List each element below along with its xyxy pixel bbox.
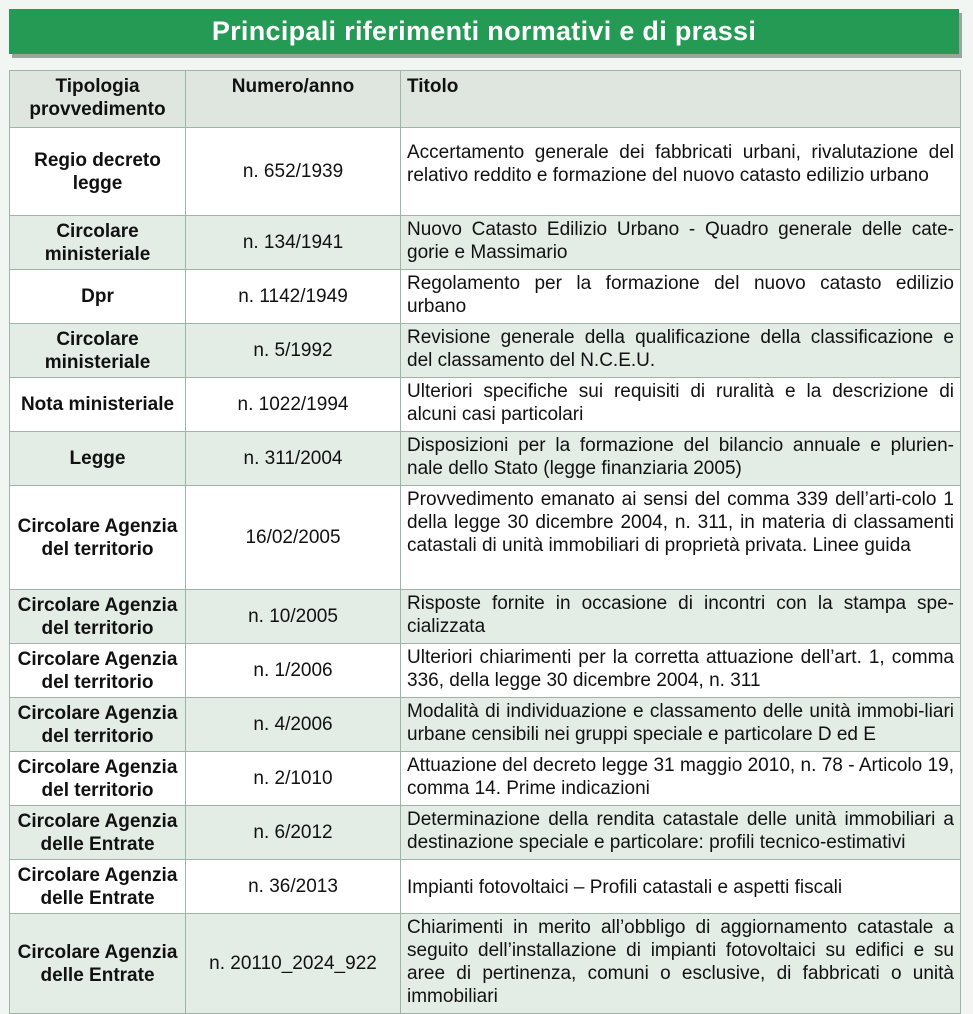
column-header-titolo: Titolo <box>401 71 961 128</box>
cell-titolo: Attuazione del decreto legge 31 maggio 2010, n. 78 - Articolo 19, comma 14. Prime indicazioni <box>401 752 961 806</box>
cell-tipologia: Regio decreto legge <box>10 128 186 216</box>
cell-numero: n. 20110_2024_922 <box>186 914 401 1014</box>
page-title: Principali riferimenti normativi e di prassi <box>211 16 757 46</box>
table-row <box>10 486 961 590</box>
cell-tipologia: Circolare Agenzia delle Entrate <box>10 806 186 860</box>
cell-titolo: Impianti fotovoltaici – Profili catastali e aspetti fiscali <box>401 860 961 914</box>
cell-tipologia: Circolare Agenzia del territorio <box>10 644 186 698</box>
cell-titolo: Provvedimento emanato ai sensi del comma 339 dell’arti-colo 1 della legge 30 dicembre 2004, n. 311, in materia di classamenti catastali di unità immobiliari di proprietà privata. Linee guida <box>401 486 961 590</box>
cell-tipologia: Circolare Agenzia del territorio <box>10 752 186 806</box>
cell-titolo: Nuovo Catasto Edilizio Urbano - Quadro generale delle cate-gorie e Massimario <box>401 216 961 270</box>
cell-titolo: Chiarimenti in merito all’obbligo di aggiornamento catastale a seguito dell’installazione di impianti fotovoltaici su edifici e su aree di pertinenza, comuni o esclusive, di fabbricati o unità immobiliari <box>401 914 961 1014</box>
cell-titolo: Modalità di individuazione e classamento delle unità immobi-liari urbane censibili nei gruppi speciale e particolare D ed E <box>401 698 961 752</box>
cell-titolo: Disposizioni per la formazione del bilancio annuale e plurien-nale dello Stato (legge finanziaria 2005) <box>401 432 961 486</box>
table-row <box>10 806 961 860</box>
cell-titolo: Ulteriori specifiche sui requisiti di ruralità e la descrizione di alcuni casi particolari <box>401 378 961 432</box>
column-header-numero: Numero/anno <box>186 71 401 128</box>
cell-numero: n. 6/2012 <box>186 806 401 860</box>
table-row <box>10 324 961 378</box>
cell-numero: n. 134/1941 <box>186 216 401 270</box>
cell-tipologia: Circolare ministeriale <box>10 216 186 270</box>
table-row <box>10 216 961 270</box>
cell-titolo: Regolamento per la formazione del nuovo catasto edilizio urbano <box>401 270 961 324</box>
table-header-row <box>10 71 961 128</box>
cell-tipologia: Nota ministeriale <box>10 378 186 432</box>
table-row <box>10 432 961 486</box>
cell-tipologia: Legge <box>10 432 186 486</box>
cell-numero: n. 1022/1994 <box>186 378 401 432</box>
cell-tipologia: Circolare Agenzia del territorio <box>10 698 186 752</box>
table-row <box>10 270 961 324</box>
cell-titolo: Ulteriori chiarimenti per la corretta attuazione dell’art. 1, comma 336, della legge 30 dicembre 2004, n. 311 <box>401 644 961 698</box>
cell-numero: n. 4/2006 <box>186 698 401 752</box>
cell-tipologia: Circolare Agenzia del territorio <box>10 590 186 644</box>
table-row <box>10 590 961 644</box>
cell-numero: n. 1142/1949 <box>186 270 401 324</box>
cell-numero: n. 5/1992 <box>186 324 401 378</box>
cell-tipologia: Circolare Agenzia del territorio <box>10 486 186 590</box>
cell-numero: n. 2/1010 <box>186 752 401 806</box>
cell-titolo: Revisione generale della qualificazione della classificazione e del classamento del N.C.E.U. <box>401 324 961 378</box>
cell-tipologia: Circolare Agenzia delle Entrate <box>10 860 186 914</box>
cell-numero: n. 652/1939 <box>186 128 401 216</box>
table-row <box>10 698 961 752</box>
cell-titolo: Determinazione della rendita catastale delle unità immobiliari a destinazione speciale e particolare: profili tecnico-estimativi <box>401 806 961 860</box>
table-row <box>10 128 961 216</box>
references-table <box>9 70 961 1014</box>
cell-titolo: Risposte fornite in occasione di incontri con la stampa spe-cializzata <box>401 590 961 644</box>
cell-tipologia: Dpr <box>10 270 186 324</box>
cell-numero: n. 36/2013 <box>186 860 401 914</box>
table-row <box>10 644 961 698</box>
cell-tipologia: Circolare ministeriale <box>10 324 186 378</box>
table-row <box>10 378 961 432</box>
table-row <box>10 752 961 806</box>
cell-numero: n. 10/2005 <box>186 590 401 644</box>
cell-numero: n. 311/2004 <box>186 432 401 486</box>
table-row <box>10 860 961 914</box>
cell-numero: 16/02/2005 <box>186 486 401 590</box>
cell-titolo: Accertamento generale dei fabbricati urbani, rivalutazione del relativo reddito e formazione del nuovo catasto edilizio urbano <box>401 128 961 216</box>
title-banner <box>9 9 959 54</box>
column-header-tipologia: Tipologia provvedimento <box>10 71 186 128</box>
cell-numero: n. 1/2006 <box>186 644 401 698</box>
table-row <box>10 914 961 1014</box>
cell-tipologia: Circolare Agenzia delle Entrate <box>10 914 186 1014</box>
